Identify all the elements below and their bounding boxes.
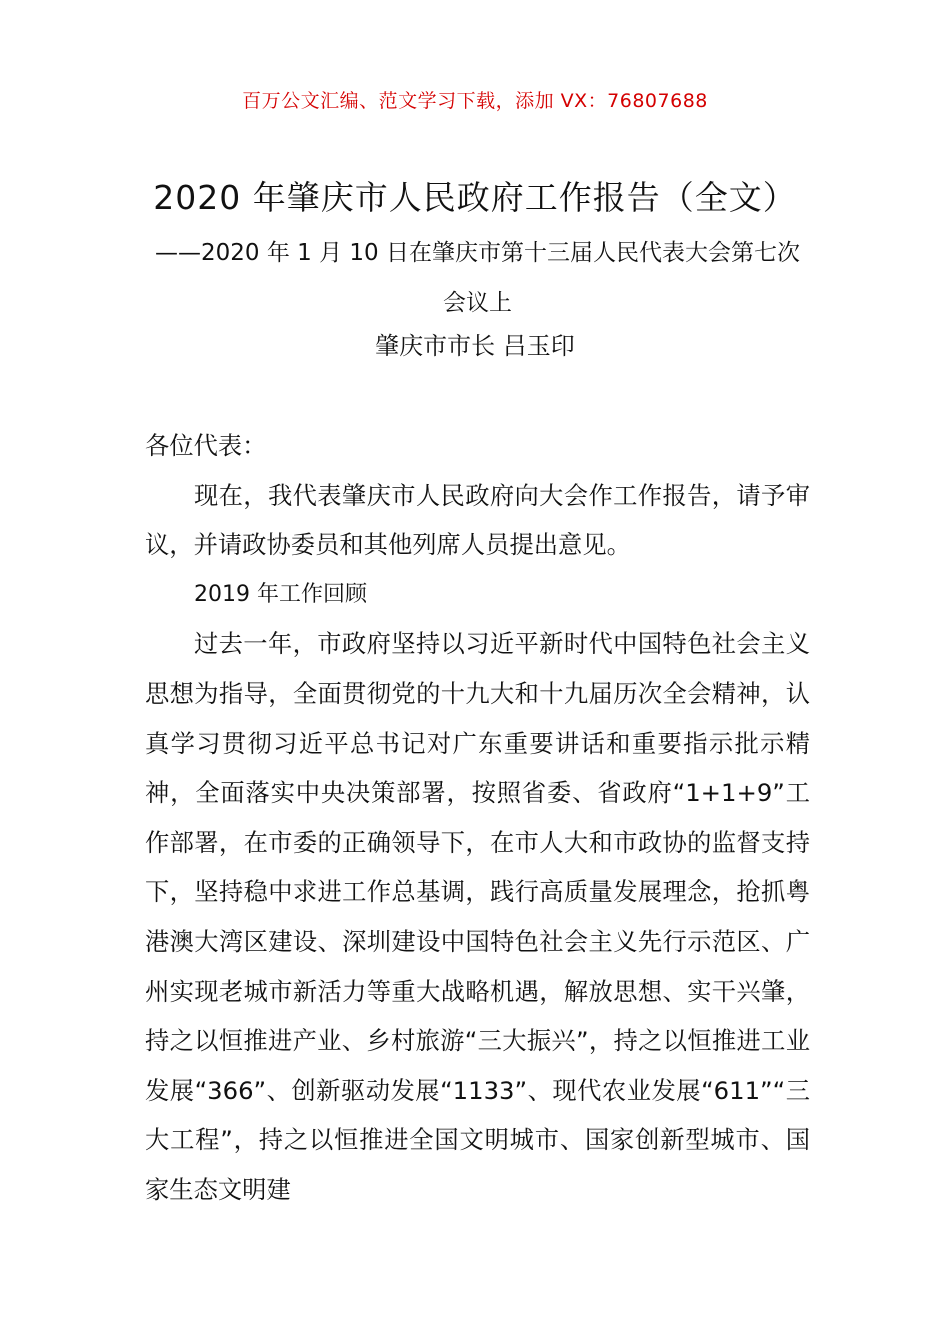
- section-heading: 2019 年工作回顾: [194, 581, 367, 607]
- watermark-header: 百万公文汇编、范文学习下载，添加 VX：76807688: [242, 90, 708, 112]
- greeting: 各位代表：: [145, 431, 267, 460]
- paragraph-review: 过去一年，市政府坚持以习近平新时代中国特色社会主义思想为指导，全面贯彻党的十九大和十九届历次全会精神，认真学习贯彻习近平总书记对广东重要讲话和重要指示批示精神，全面落实中央决策部署，按照省委、省政府“1+1+9”工作部署，在市委的正确领导下，在市人大和市政协的监督支持下，坚持稳中求进工作总基调，践行高质量发展理念，抢抓粤港澳大湾区建设、深圳建设中国特色社会主义先行示范区、广州实现老城市新活力等重大战略机遇，解放思想、实干兴肇，持之以恒推进产业、乡村旅游“三大振兴”，持之以恒推进工业发展“366”、创新驱动发展“1133”、现代农业发展“611”“三大工程”，持之以恒推进全国文明城市、国家创新型城市、国家生态文明建: [145, 629, 810, 1204]
- paragraph-intro: 现在，我代表肇庆市人民政府向大会作工作报告，请予审议，并请政协委员和其他列席人员提出意见。: [145, 480, 810, 560]
- document-body: [145, 421, 810, 1215]
- document-title: 2020 年肇庆市人民政府工作报告（全文）: [153, 178, 797, 217]
- document-author: 肇庆市市长 吕玉印: [375, 332, 575, 360]
- document-subtitle: ——2020 年 1 月 10 日在肇庆市第十三届人民代表大会第七次会议上: [155, 240, 800, 316]
